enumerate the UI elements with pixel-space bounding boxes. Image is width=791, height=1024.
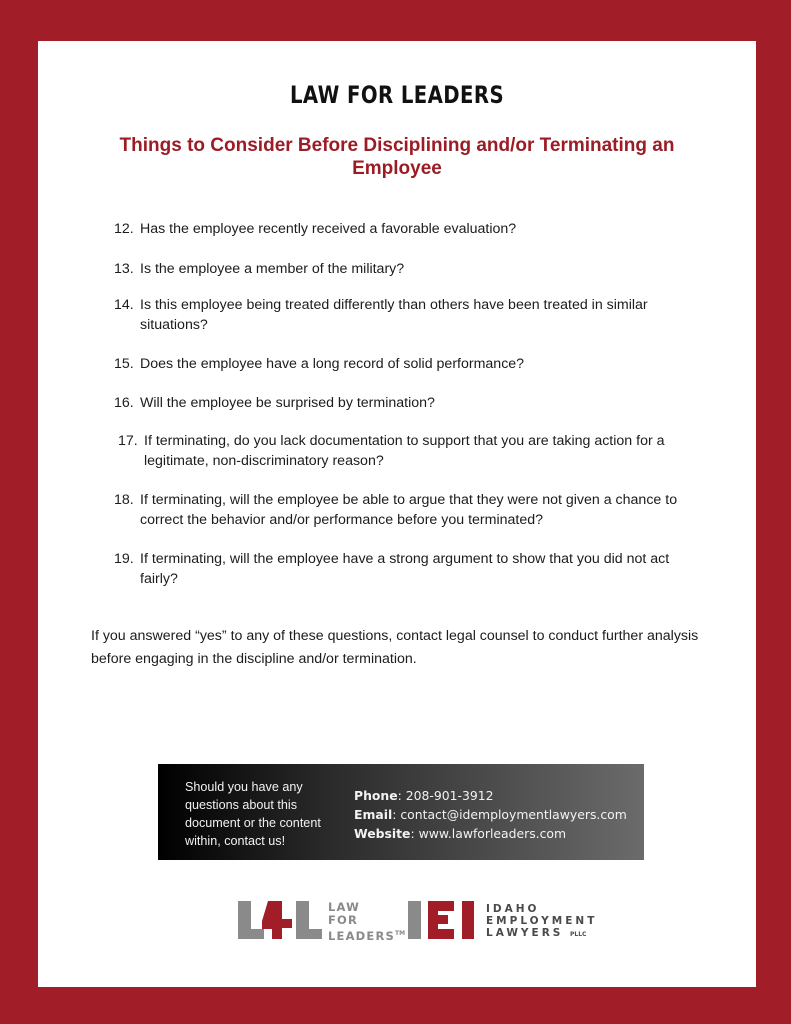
iel-line2: EMPLOYMENT — [486, 915, 598, 927]
question-text: Is this employee being treated differently than others have been treated in similar situations? — [140, 297, 648, 333]
contact-email: Email: contact@idemploymentlawyers.com — [354, 807, 627, 822]
question-number: 16. — [114, 395, 134, 411]
closing-paragraph: If you answered “yes” to any of these questions, contact legal counsel to conduct further analysis before engaging in the discipline and/or termination. — [91, 628, 699, 667]
document-subtitle: Things to Consider Before Disciplining and/or Terminating an Employee — [119, 135, 675, 179]
question-text: Will the employee be surprised by termination? — [140, 395, 435, 411]
question-text: Is the employee a member of the military? — [140, 261, 405, 277]
question-text: If terminating, will the employee have a strong argument to show that you did not act fairly? — [140, 551, 670, 587]
l4l-trademark: TM — [395, 930, 406, 937]
question-text: Does the employee have a long record of solid performance? — [140, 356, 525, 372]
question-number: 18. — [114, 492, 134, 508]
contact-phone: Phone: 208-901-3912 — [354, 788, 494, 803]
l4l-line1: LAW — [328, 900, 360, 914]
iel-logo-icon — [408, 901, 480, 941]
question-item — [118, 431, 673, 471]
question-item — [114, 354, 674, 374]
contact-box — [158, 764, 644, 860]
question-number: 14. — [114, 297, 134, 313]
l4l-line3-text: LEADERS — [328, 928, 396, 943]
iel-line3-text: LAWYERS — [486, 927, 564, 939]
question-text: If terminating, will the employee be able to argue that they were not given a chance to correct the behavior and/or performance before you terminated? — [140, 492, 678, 528]
contact-prompt: Should you have any questions about this document or the content within, contact us! — [185, 780, 321, 848]
contact-website: Website: www.lawforleaders.com — [354, 826, 567, 841]
l4l-logo-icon — [238, 899, 324, 943]
l4l-line3 — [328, 927, 405, 943]
footer-logos — [238, 899, 598, 943]
question-item — [114, 259, 674, 279]
question-text: If terminating, do you lack documentation to support that you are taking action for a legitimate, non-discriminatory reason? — [144, 433, 665, 469]
phone-value[interactable]: 208-901-3912 — [405, 788, 494, 803]
iel-pllc: PLLC — [570, 931, 587, 938]
email-label: Email — [354, 807, 393, 822]
website-label: Website — [354, 826, 411, 841]
iel-line1: IDAHO — [486, 903, 540, 915]
l4l-line2: FOR — [328, 913, 359, 927]
l4l-logo-text — [328, 901, 405, 943]
question-number: 17. — [118, 433, 138, 449]
question-item — [114, 393, 674, 413]
phone-label: Phone — [354, 788, 398, 803]
question-item — [114, 490, 684, 530]
document-page — [38, 41, 756, 987]
question-number: 19. — [114, 551, 134, 567]
iel-line3 — [486, 927, 597, 941]
question-text: Has the employee recently received a favorable evaluation? — [140, 221, 517, 237]
question-number: 13. — [114, 261, 134, 277]
iel-logo-text — [486, 903, 597, 941]
email-value[interactable]: contact@idemploymentlawyers.com — [400, 807, 627, 822]
question-item — [114, 549, 679, 589]
document-title: LAW FOR LEADERS — [289, 81, 505, 109]
question-item — [114, 295, 659, 335]
website-value[interactable]: www.lawforleaders.com — [418, 826, 567, 841]
contact-details — [354, 786, 627, 843]
question-number: 12. — [114, 221, 134, 237]
question-item — [114, 219, 674, 239]
question-number: 15. — [114, 356, 134, 372]
